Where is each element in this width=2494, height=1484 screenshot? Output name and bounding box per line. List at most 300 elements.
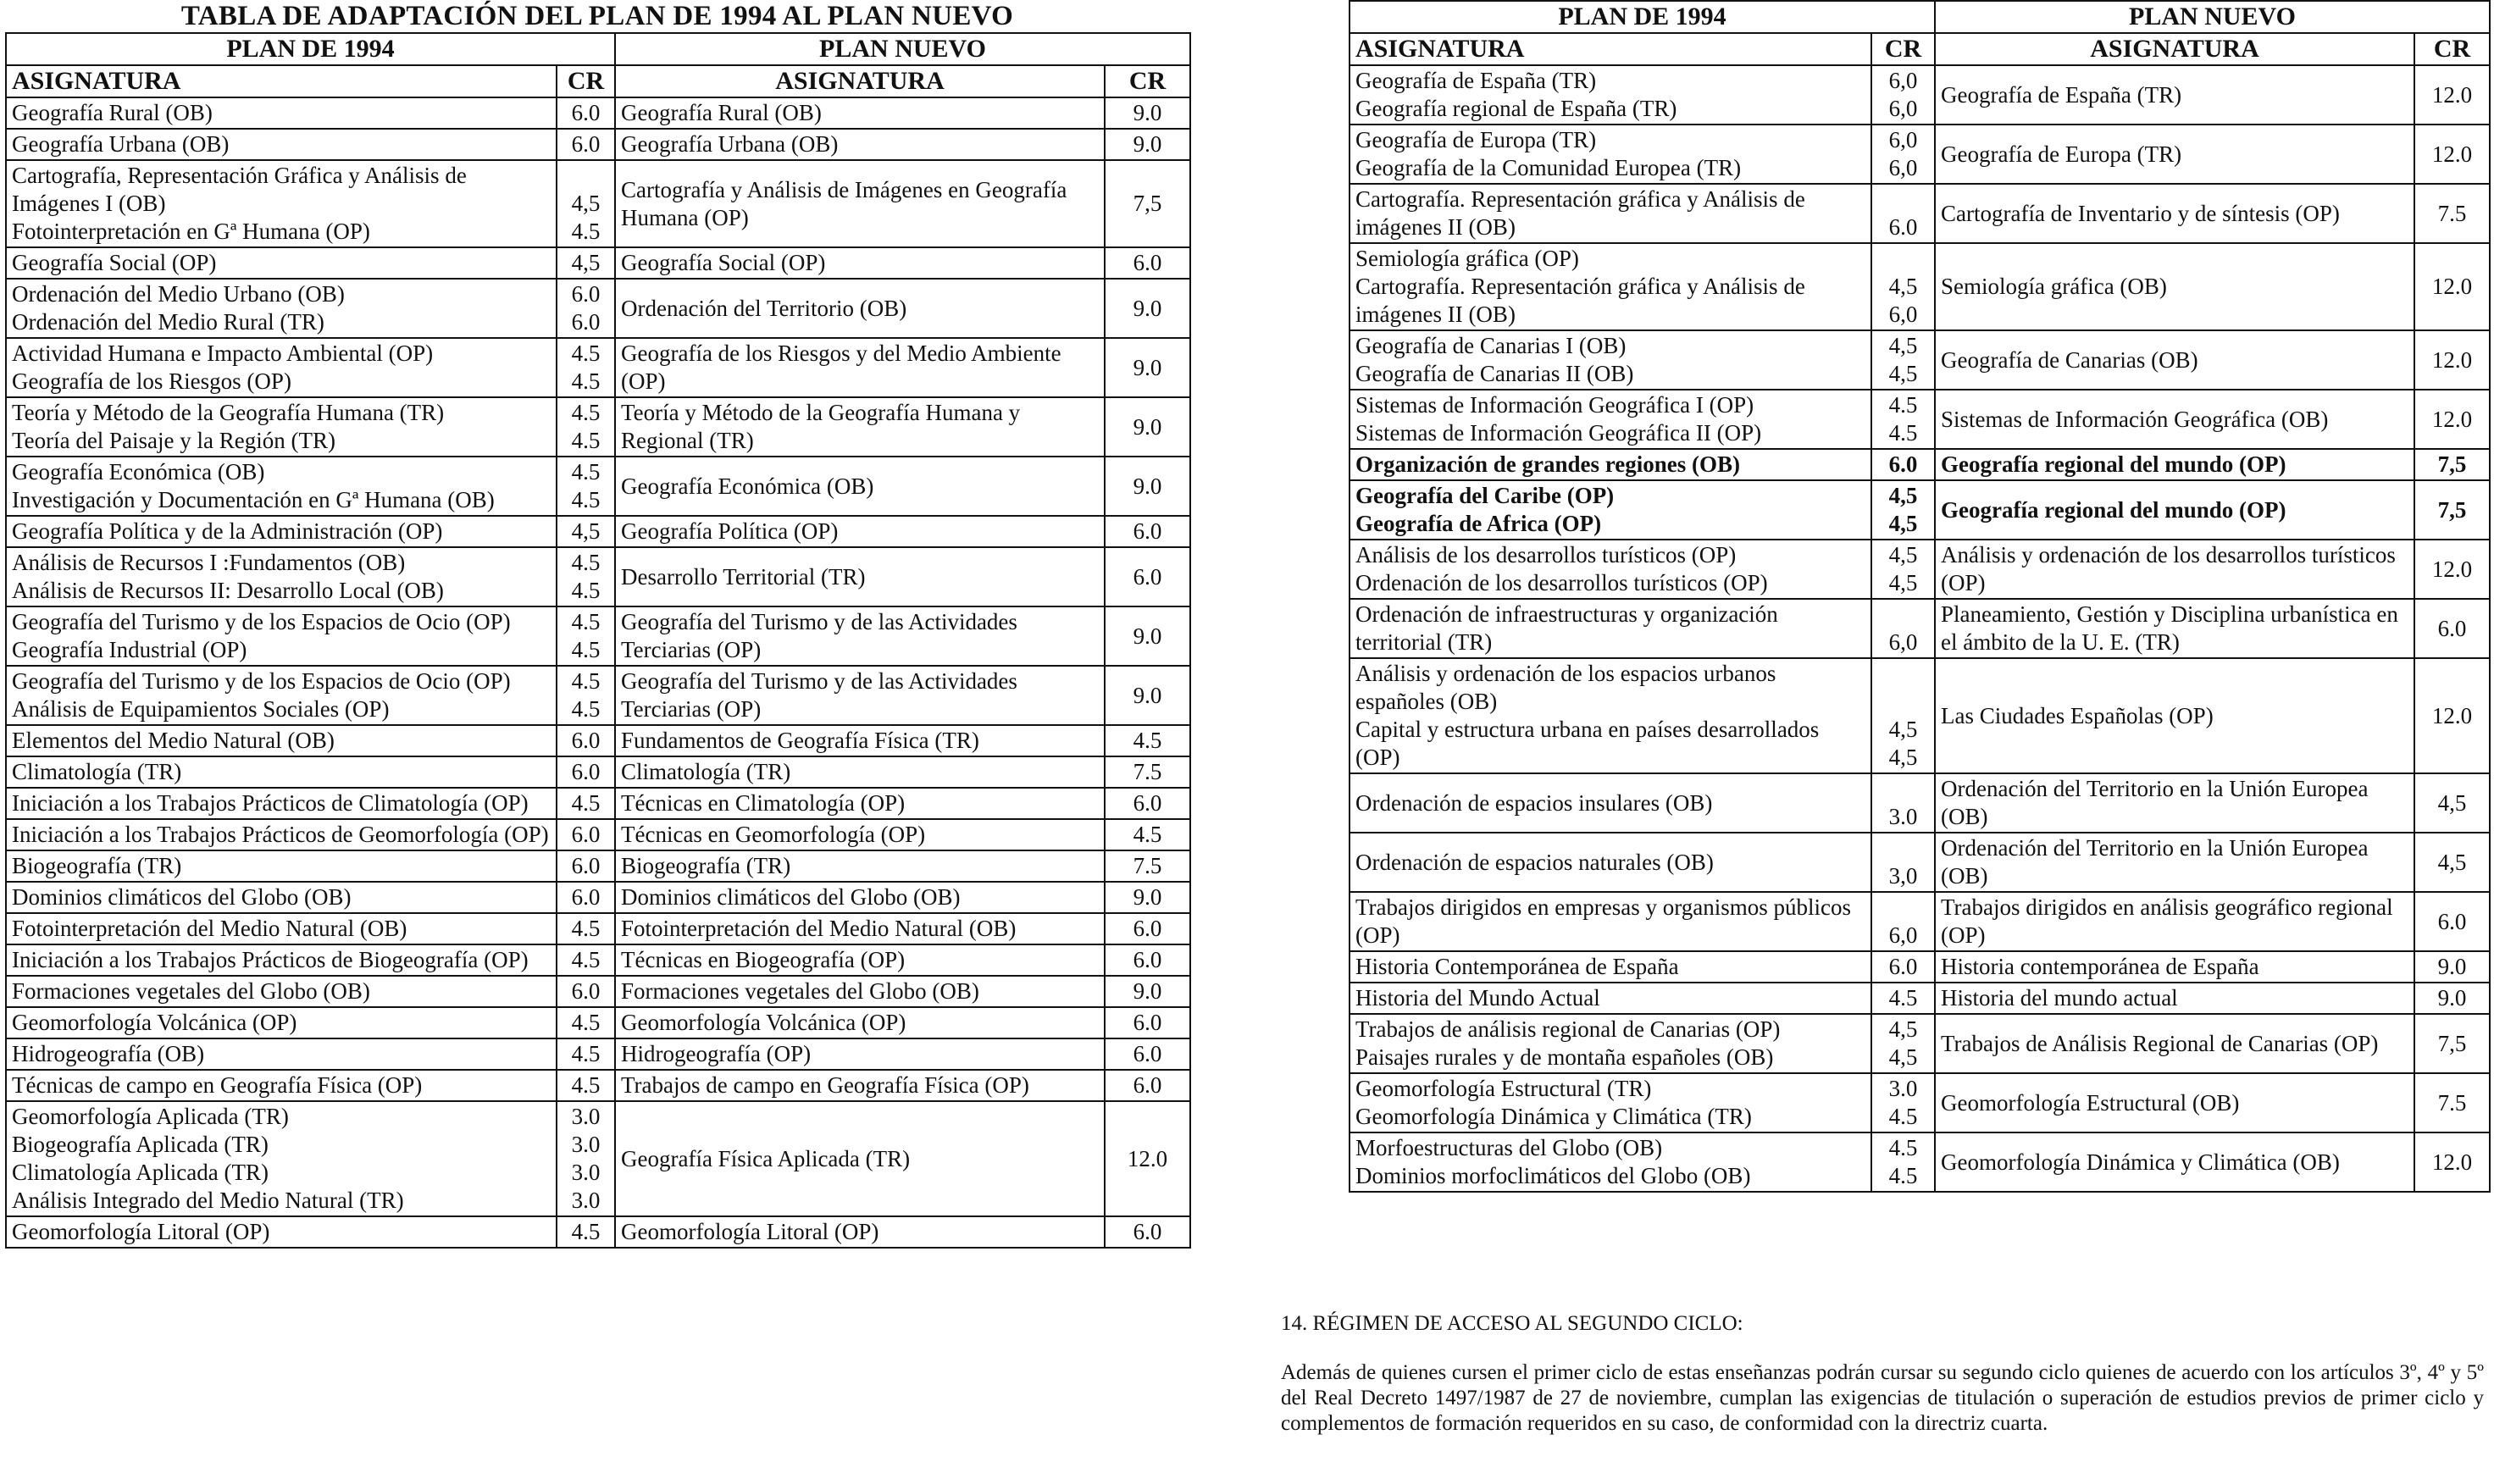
old-credits: 4.5 (571, 609, 601, 634)
table-row (1350, 1014, 2490, 1073)
old-credits-cell (1871, 1132, 1935, 1192)
old-credits-cell (557, 457, 615, 516)
new-subject: Las Ciudades Españolas (OP) (1935, 658, 2414, 773)
old-credits: 4.5 (571, 550, 601, 575)
old-credits: 4,5 (1888, 333, 1918, 358)
table-row (1350, 983, 2490, 1014)
old-subject: Geografía regional de España (TR) (1355, 96, 1677, 121)
old-credits: 3.0 (571, 1132, 601, 1157)
old-credits: 6.0 (571, 884, 601, 910)
old-subject: Iniciación a los Trabajos Prácticos de Geomorfología (OP) (12, 822, 549, 847)
old-subject-cell (1350, 390, 1871, 449)
old-subject: Geografía Política y de la Administración (OP) (12, 518, 443, 544)
old-credits-cell (1871, 184, 1935, 243)
old-subject: Análisis de Equipamientos Sociales (OP) (12, 696, 390, 722)
old-credits-cell (557, 1038, 615, 1070)
table-row (6, 1038, 1190, 1070)
table-row (6, 882, 1190, 913)
old-credits: 4.5 (571, 696, 601, 722)
new-subject: Geografía regional del mundo (OP) (1935, 449, 2414, 480)
new-subject: Trabajos dirigidos en análisis geográfico regional (OP) (1935, 892, 2414, 951)
new-credits: 12.0 (2414, 658, 2490, 773)
old-credits: 4.5 (571, 1072, 601, 1098)
old-credits-cell (557, 850, 615, 882)
old-credits: 6.0 (571, 759, 601, 784)
old-subject: Geomorfología Volcánica (OP) (12, 1010, 297, 1035)
old-credits: 4.5 (571, 916, 601, 941)
old-subject: Geografía de España (TR) (1355, 68, 1597, 93)
old-subject-cell (6, 338, 557, 397)
new-subject: Geografía Política (OP) (615, 516, 1105, 547)
new-credits: 7.5 (2414, 1073, 2490, 1132)
old-subject: Historia Contemporánea de España (1355, 954, 1679, 979)
col-cr-new: CR (1105, 65, 1190, 97)
new-subject: Geografía de España (TR) (1935, 65, 2414, 125)
old-credits-cell (1871, 65, 1935, 125)
new-credits: 12.0 (2414, 1132, 2490, 1192)
new-credits: 7.5 (1105, 850, 1190, 882)
old-subject: Iniciación a los Trabajos Prácticos de Climatología (OP) (12, 790, 529, 816)
old-credits: 4.5 (1888, 1135, 1918, 1160)
old-credits-cell (557, 516, 615, 547)
old-subject: Semiología gráfica (OP) (1355, 246, 1579, 271)
old-credits: 3.0 (571, 1160, 601, 1185)
old-subject: Historia del Mundo Actual (1355, 985, 1600, 1011)
old-credits: 6.0 (571, 131, 601, 157)
old-subject: Dominios morfoclimáticos del Globo (OB) (1355, 1163, 1751, 1188)
old-credits: 4.5 (571, 368, 601, 394)
old-subject: Análisis Integrado del Medio Natural (TR) (12, 1188, 404, 1213)
document-title: TABLA DE ADAPTACIÓN DEL PLAN DE 1994 AL PLAN NUEVO (180, 1, 1014, 31)
table-row (6, 976, 1190, 1007)
old-subject-cell (6, 97, 557, 129)
old-subject: Geografía del Turismo y de los Espacios de Ocio (OP) (12, 668, 511, 694)
old-subject: Investigación y Documentación en Gª Humana (OB) (12, 487, 495, 512)
col-subject-new: ASIGNATURA (615, 65, 1105, 97)
old-credits-cell (1871, 951, 1935, 983)
old-subject-cell (1350, 243, 1871, 330)
old-subject-cell (6, 397, 557, 457)
new-credits: 9.0 (1105, 338, 1190, 397)
new-credits: 9.0 (1105, 279, 1190, 338)
table-row (1350, 184, 2490, 243)
old-subject-cell (1350, 1014, 1871, 1073)
new-subject: Geografía Económica (OB) (615, 457, 1105, 516)
new-credits: 7.5 (1105, 756, 1190, 788)
old-subject: Teoría y Método de la Geografía Humana (TR) (12, 400, 445, 425)
new-credits: 12.0 (2414, 243, 2490, 330)
old-subject-cell (6, 913, 557, 944)
old-credits: 6,0 (1888, 68, 1918, 93)
new-subject: Climatología (TR) (615, 756, 1105, 788)
old-credits-cell (1871, 1014, 1935, 1073)
old-credits: 4.5 (1888, 1104, 1918, 1129)
old-subject: Cartografía, Representación Gráfica y Análisis de Imágenes I (OB) (12, 163, 467, 216)
old-credits: 6.0 (1888, 954, 1918, 979)
old-credits-cell (1871, 658, 1935, 773)
old-subject: Sistemas de Información Geográfica I (OP) (1355, 392, 1754, 418)
old-credits-cell (557, 976, 615, 1007)
table-row (6, 666, 1190, 725)
new-subject: Sistemas de Información Geográfica (OB) (1935, 390, 2414, 449)
table-row (1350, 599, 2490, 658)
new-subject: Teoría y Método de la Geografía Humana y Regional (TR) (615, 397, 1105, 457)
old-subject: Capital y estructura urbana en países desarrollados (OP) (1355, 717, 1820, 770)
new-credits: 7,5 (2414, 449, 2490, 480)
new-credits: 9.0 (2414, 951, 2490, 983)
table-row (1350, 125, 2490, 184)
old-credits: 4.5 (1888, 420, 1918, 446)
old-credits: 6.0 (571, 978, 601, 1004)
old-subject: Cartografía. Representación gráfica y Análisis de imágenes II (OB) (1355, 186, 1805, 240)
new-subject: Geografía del Turismo y de las Actividades Terciarias (OP) (615, 666, 1105, 725)
old-credits-cell (557, 606, 615, 666)
new-credits: 6.0 (1105, 1007, 1190, 1038)
table-row (1350, 833, 2490, 892)
old-subject: Ordenación de infraestructuras y organización territorial (TR) (1355, 601, 1778, 655)
old-subject-cell (1350, 1132, 1871, 1192)
new-subject: Geomorfología Estructural (OB) (1935, 1073, 2414, 1132)
old-subject-cell (1350, 449, 1871, 480)
new-credits: 7,5 (2414, 480, 2490, 540)
new-credits: 6.0 (1105, 247, 1190, 279)
table-row (1350, 480, 2490, 540)
old-credits: 4.5 (571, 637, 601, 662)
new-subject: Geografía del Turismo y de las Actividades Terciarias (OP) (615, 606, 1105, 666)
old-subject: Geografía de Canarias I (OB) (1355, 333, 1627, 358)
header-plan-new: PLAN NUEVO (1935, 1, 2490, 33)
table-row (6, 129, 1190, 160)
old-subject: Teoría del Paisaje y la Región (TR) (12, 428, 335, 453)
old-credits: 4.5 (571, 1041, 601, 1066)
old-subject: Ordenación de espacios naturales (OB) (1355, 849, 1714, 875)
old-credits-cell (1871, 449, 1935, 480)
old-subject-cell (6, 606, 557, 666)
old-subject: Trabajos de análisis regional de Canarias (OP) (1355, 1016, 1781, 1042)
old-subject-cell (1350, 773, 1871, 833)
old-credits-cell (557, 1007, 615, 1038)
table-row (6, 850, 1190, 882)
old-subject: Hidrogeografía (OB) (12, 1041, 205, 1066)
old-subject-cell (1350, 658, 1871, 773)
old-subject-cell (1350, 184, 1871, 243)
old-credits: 3,0 (1888, 863, 1918, 889)
old-subject: Formaciones vegetales del Globo (OB) (12, 978, 370, 1004)
old-credits-cell (557, 129, 615, 160)
table-row (1350, 658, 2490, 773)
old-credits: 4.5 (571, 1219, 601, 1244)
new-subject: Geografía de Europa (TR) (1935, 125, 2414, 184)
new-subject: Análisis y ordenación de los desarrollos turísticos (OP) (1935, 540, 2414, 599)
new-subject: Geografía Física Aplicada (TR) (615, 1101, 1105, 1216)
new-credits: 4,5 (2414, 833, 2490, 892)
new-subject: Geografía Urbana (OB) (615, 129, 1105, 160)
old-subject-cell (6, 1038, 557, 1070)
old-subject-cell (6, 976, 557, 1007)
old-credits: 6.0 (1888, 451, 1918, 477)
old-subject: Geomorfología Litoral (OP) (12, 1219, 270, 1244)
old-credits-cell (557, 247, 615, 279)
old-subject-cell (6, 1070, 557, 1101)
old-credits-cell (1871, 390, 1935, 449)
old-subject: Morfoestructuras del Globo (OB) (1355, 1135, 1663, 1160)
old-subject-cell (1350, 480, 1871, 540)
new-subject: Geomorfología Dinámica y Climática (OB) (1935, 1132, 2414, 1192)
new-credits: 6.0 (1105, 516, 1190, 547)
old-credits-cell (1871, 773, 1935, 833)
old-subject: Fotointerpretación en Gª Humana (OP) (12, 219, 370, 244)
old-subject: Paisajes rurales y de montaña españoles (OB) (1355, 1044, 1774, 1070)
old-credits: 4.5 (571, 1010, 601, 1035)
table-row (6, 1216, 1190, 1248)
old-credits: 4,5 (1888, 483, 1918, 508)
new-credits: 7,5 (2414, 1014, 2490, 1073)
old-credits-cell (557, 666, 615, 725)
new-credits: 4.5 (1105, 819, 1190, 850)
new-subject: Biogeografía (TR) (615, 850, 1105, 882)
old-credits-cell (557, 944, 615, 976)
old-subject-cell (6, 850, 557, 882)
old-subject: Geografía de Africa (OP) (1355, 511, 1602, 536)
new-subject: Geomorfología Volcánica (OP) (615, 1007, 1105, 1038)
old-subject-cell (1350, 65, 1871, 125)
new-subject: Geografía Social (OP) (615, 247, 1105, 279)
old-credits: 4.5 (1888, 1163, 1918, 1188)
old-credits: 4.5 (571, 668, 601, 694)
new-subject: Técnicas en Geomorfología (OP) (615, 819, 1105, 850)
table-row (1350, 773, 2490, 833)
old-subject: Análisis de Recursos I :Fundamentos (OB) (12, 550, 406, 575)
old-credits-cell (557, 756, 615, 788)
old-subject-cell (1350, 983, 1871, 1014)
old-credits: 4,5 (1888, 542, 1918, 568)
old-credits: 4,5 (1888, 361, 1918, 386)
old-credits-cell (1871, 330, 1935, 390)
old-subject-cell (1350, 1073, 1871, 1132)
new-credits: 12.0 (2414, 540, 2490, 599)
new-credits: 9.0 (1105, 457, 1190, 516)
old-subject-cell (6, 882, 557, 913)
old-credits-cell (1871, 983, 1935, 1014)
new-subject: Ordenación del Territorio (OB) (615, 279, 1105, 338)
old-credits-cell (557, 160, 615, 247)
old-credits: 4,5 (571, 191, 601, 216)
old-subject: Dominios climáticos del Globo (OB) (12, 884, 352, 910)
old-credits: 4.5 (571, 459, 601, 485)
old-credits: 4,5 (571, 250, 601, 275)
old-subject: Biogeografía (TR) (12, 853, 182, 878)
new-credits: 9.0 (1105, 97, 1190, 129)
old-subject-cell (1350, 599, 1871, 658)
old-subject: Geografía Social (OP) (12, 250, 217, 275)
old-subject-cell (1350, 125, 1871, 184)
table-row (6, 606, 1190, 666)
old-subject-cell (6, 1101, 557, 1216)
old-credits-cell (557, 1216, 615, 1248)
col-subject-new: ASIGNATURA (1935, 33, 2414, 65)
old-subject: Elementos del Medio Natural (OB) (12, 728, 335, 753)
old-credits-cell (557, 913, 615, 944)
old-subject-cell (6, 944, 557, 976)
old-credits: 4,5 (1888, 745, 1918, 770)
new-credits: 12.0 (2414, 390, 2490, 449)
new-credits: 9.0 (1105, 397, 1190, 457)
new-credits: 6.0 (1105, 1070, 1190, 1101)
old-credits: 4,5 (1888, 511, 1918, 536)
new-credits: 6.0 (1105, 1216, 1190, 1248)
old-credits: 4,5 (1888, 274, 1918, 299)
old-credits: 4.5 (571, 578, 601, 603)
new-subject: Ordenación del Territorio en la Unión Europea (OB) (1935, 773, 2414, 833)
old-subject: Geografía Rural (OB) (12, 100, 213, 125)
table-row (1350, 892, 2490, 951)
new-subject: Geomorfología Litoral (OP) (615, 1216, 1105, 1248)
old-subject-cell (6, 457, 557, 516)
table-row (1350, 540, 2490, 599)
table-row (6, 819, 1190, 850)
col-cr-new: CR (2414, 33, 2490, 65)
old-subject-cell (6, 1007, 557, 1038)
new-subject: Planeamiento, Gestión y Disciplina urbanística en el ámbito de la U. E. (TR) (1935, 599, 2414, 658)
new-credits: 6.0 (1105, 913, 1190, 944)
old-subject: Sistemas de Información Geográfica II (OP) (1355, 420, 1762, 446)
table-row (1350, 1073, 2490, 1132)
old-subject-cell (6, 725, 557, 756)
old-subject-cell (6, 547, 557, 606)
left-page (5, 0, 1189, 1249)
old-credits: 3.0 (571, 1188, 601, 1213)
old-subject: Climatología Aplicada (TR) (12, 1160, 269, 1185)
old-credits: 3.0 (571, 1104, 601, 1129)
new-credits: 6.0 (2414, 892, 2490, 951)
old-subject-cell (1350, 951, 1871, 983)
old-subject: Geografía de la Comunidad Europea (TR) (1355, 155, 1742, 180)
table-row (6, 160, 1190, 247)
header-plan-new: PLAN NUEVO (615, 33, 1190, 65)
old-credits-cell (1871, 243, 1935, 330)
table-row (1350, 243, 2490, 330)
old-subject: Geomorfología Aplicada (TR) (12, 1104, 289, 1129)
new-subject: Geografía regional del mundo (OP) (1935, 480, 2414, 540)
old-subject: Trabajos dirigidos en empresas y organismos públicos (OP) (1355, 894, 1851, 948)
old-subject: Geomorfología Dinámica y Climática (TR) (1355, 1104, 1752, 1129)
old-credits-cell (1871, 892, 1935, 951)
old-subject-cell (6, 160, 557, 247)
table-row (6, 1070, 1190, 1101)
table-row (1350, 449, 2490, 480)
table-row (6, 725, 1190, 756)
table-row (6, 516, 1190, 547)
old-credits: 4.5 (571, 341, 601, 366)
old-credits: 6,0 (1888, 127, 1918, 152)
adaptation-table-left (5, 32, 1191, 1249)
old-subject-cell (6, 129, 557, 160)
table-row (6, 913, 1190, 944)
table-row (1350, 390, 2490, 449)
old-subject: Geografía del Turismo y de los Espacios de Ocio (OP) (12, 609, 511, 634)
old-subject-cell (6, 1216, 557, 1248)
table-row (6, 338, 1190, 397)
old-credits: 6.0 (571, 853, 601, 878)
old-subject: Geografía Urbana (OB) (12, 131, 230, 157)
old-subject-cell (1350, 540, 1871, 599)
old-credits: 4.5 (571, 790, 601, 816)
table-row (6, 397, 1190, 457)
old-subject: Geografía del Caribe (OP) (1355, 483, 1615, 508)
new-subject: Cartografía y Análisis de Imágenes en Geografía Humana (OP) (615, 160, 1105, 247)
old-credits-cell (1871, 599, 1935, 658)
old-credits-cell (557, 1070, 615, 1101)
old-subject: Ordenación de los desarrollos turísticos (OP) (1355, 570, 1768, 595)
old-subject-cell (6, 788, 557, 819)
old-credits: 6.0 (571, 100, 601, 125)
new-credits: 9.0 (2414, 983, 2490, 1014)
new-credits: 12.0 (2414, 125, 2490, 184)
old-subject-cell (1350, 833, 1871, 892)
old-subject-cell (6, 756, 557, 788)
old-subject: Geografía Económica (OB) (12, 459, 265, 485)
old-credits-cell (557, 725, 615, 756)
new-credits: 6.0 (1105, 944, 1190, 976)
old-credits-cell (557, 97, 615, 129)
col-subject-old: ASIGNATURA (6, 65, 557, 97)
old-subject: Análisis de los desarrollos turísticos (OP) (1355, 542, 1737, 568)
old-subject: Análisis de Recursos II: Desarrollo Local (OB) (12, 578, 444, 603)
old-subject-cell (6, 516, 557, 547)
new-subject: Técnicas en Climatología (OP) (615, 788, 1105, 819)
new-subject: Dominios climáticos del Globo (OB) (615, 882, 1105, 913)
old-subject: Geomorfología Estructural (TR) (1355, 1076, 1652, 1101)
new-subject: Formaciones vegetales del Globo (OB) (615, 976, 1105, 1007)
old-subject: Ordenación de espacios insulares (OB) (1355, 789, 1713, 816)
new-credits: 4.5 (1105, 725, 1190, 756)
right-page (1349, 0, 2489, 1193)
old-credits: 6,0 (1888, 302, 1918, 327)
header-plan-old: PLAN DE 1994 (1350, 1, 1935, 33)
table-row (6, 457, 1190, 516)
old-credits: 4.5 (571, 400, 601, 425)
new-credits: 6.0 (1105, 547, 1190, 606)
old-credits: 6.0 (571, 822, 601, 847)
old-credits: 6,0 (1888, 155, 1918, 180)
new-credits: 12.0 (2414, 330, 2490, 390)
new-subject: Trabajos de campo en Geografía Física (OP) (615, 1070, 1105, 1101)
old-credits: 6.0 (1888, 214, 1918, 240)
old-credits: 4.5 (571, 487, 601, 512)
table-row (6, 279, 1190, 338)
old-subject: Cartografía. Representación gráfica y Análisis de imágenes II (OB) (1355, 274, 1805, 327)
new-credits: 9.0 (1105, 976, 1190, 1007)
old-subject: Geografía de los Riesgos (OP) (12, 368, 291, 394)
old-subject-cell (6, 247, 557, 279)
table-row (6, 247, 1190, 279)
new-credits: 9.0 (1105, 882, 1190, 913)
old-subject-cell (1350, 330, 1871, 390)
section-heading: 14. RÉGIMEN DE ACCESO AL SEGUNDO CICLO: (1281, 1312, 1743, 1335)
old-subject-cell (6, 279, 557, 338)
regimen-section (1281, 1311, 2484, 1437)
new-credits: 6.0 (1105, 788, 1190, 819)
old-credits-cell (557, 338, 615, 397)
table-row (6, 944, 1190, 976)
old-subject: Iniciación a los Trabajos Prácticos de Biogeografía (OP) (12, 947, 529, 972)
table-row (6, 1007, 1190, 1038)
old-subject: Geografía de Canarias II (OB) (1355, 361, 1634, 386)
table-row (1350, 1132, 2490, 1192)
right-table-body (1350, 65, 2490, 1192)
new-subject: Geografía de Canarias (OB) (1935, 330, 2414, 390)
new-subject: Desarrollo Territorial (TR) (615, 547, 1105, 606)
